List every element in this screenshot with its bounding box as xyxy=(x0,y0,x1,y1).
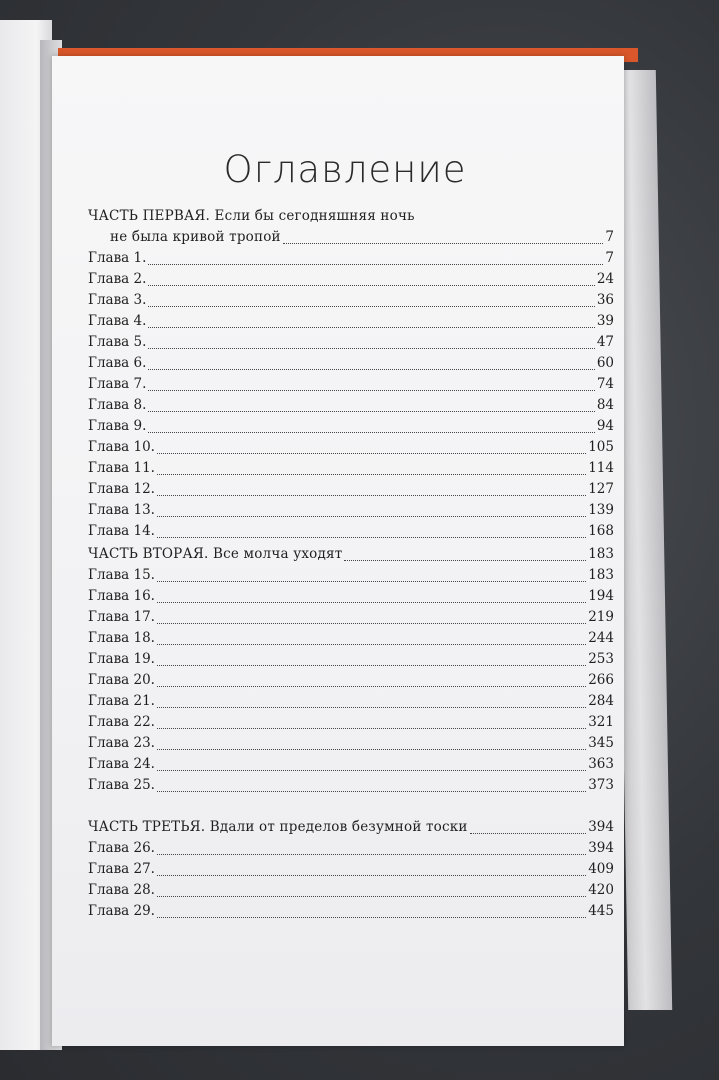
part-heading[interactable]: ЧАСТЬ ТРЕТЬЯ. Вдали от пределов безумной тоски 394 xyxy=(88,817,614,838)
toc-row[interactable]: Глава 29. 445 xyxy=(88,901,614,922)
page-number: 183 xyxy=(588,546,614,562)
dot-leader xyxy=(157,635,586,645)
dot-leader xyxy=(283,234,604,244)
toc-row[interactable]: Глава 10. 105 xyxy=(88,437,614,458)
toc-row[interactable]: Глава 23. 345 xyxy=(88,733,614,754)
page-number: 47 xyxy=(596,334,614,350)
page-number: 194 xyxy=(588,588,614,604)
dot-leader xyxy=(157,465,586,475)
toc-part-1 xyxy=(88,206,614,542)
toc-row[interactable]: Глава 3. 36 xyxy=(88,290,614,311)
dot-leader xyxy=(344,551,586,561)
page-number: 321 xyxy=(588,714,614,730)
dot-leader xyxy=(157,677,586,687)
page-number: 7 xyxy=(605,229,614,245)
toc-row[interactable]: Глава 15. 183 xyxy=(88,565,614,586)
dot-leader xyxy=(148,360,594,370)
toc-row[interactable]: Глава 13. 139 xyxy=(88,500,614,521)
page-number: 127 xyxy=(588,481,614,497)
page-number: 74 xyxy=(596,376,614,392)
dot-leader xyxy=(157,845,586,855)
page-title: Оглавление xyxy=(223,148,467,191)
page-number: 24 xyxy=(596,271,614,287)
page-number: 139 xyxy=(588,502,614,518)
page-number: 84 xyxy=(596,397,614,413)
dot-leader xyxy=(157,740,586,750)
dot-leader xyxy=(148,297,594,307)
page-number: 266 xyxy=(588,672,614,688)
dot-leader xyxy=(157,866,586,876)
page-number: 36 xyxy=(596,292,614,308)
page-number: 183 xyxy=(588,567,614,583)
toc-row[interactable]: Глава 22. 321 xyxy=(88,712,614,733)
page-number: 394 xyxy=(588,819,614,835)
dot-leader xyxy=(157,486,586,496)
page-number: 94 xyxy=(596,418,614,434)
toc-row[interactable]: Глава 4. 39 xyxy=(88,311,614,332)
dot-leader xyxy=(148,381,594,391)
page-number: 219 xyxy=(588,609,614,625)
toc-page xyxy=(52,56,624,1046)
toc-part-3 xyxy=(88,817,614,922)
page-number: 39 xyxy=(596,313,614,329)
dot-leader xyxy=(157,698,586,708)
dot-leader xyxy=(148,318,594,328)
toc-row[interactable]: Глава 18. 244 xyxy=(88,628,614,649)
dot-leader xyxy=(157,761,586,771)
page-number: 253 xyxy=(588,651,614,667)
page-number: 394 xyxy=(588,840,614,856)
toc-row[interactable]: Глава 16. 194 xyxy=(88,586,614,607)
toc-row[interactable]: Глава 7. 74 xyxy=(88,374,614,395)
toc-part-2 xyxy=(88,544,614,796)
toc-row[interactable]: Глава 9. 94 xyxy=(88,416,614,437)
part-heading-continued: не была кривой тропой 7 xyxy=(88,227,614,248)
toc-row[interactable]: Глава 24. 363 xyxy=(88,754,614,775)
toc-row[interactable]: Глава 25. 373 xyxy=(88,775,614,796)
dot-leader xyxy=(157,887,586,897)
dot-leader xyxy=(148,423,594,433)
dot-leader xyxy=(157,528,586,538)
dot-leader xyxy=(157,782,586,792)
dot-leader xyxy=(157,719,586,729)
dot-leader xyxy=(157,908,586,918)
toc-row[interactable]: Глава 20. 266 xyxy=(88,670,614,691)
toc-row[interactable]: Глава 12. 127 xyxy=(88,479,614,500)
page-number: 420 xyxy=(588,882,614,898)
toc-row[interactable]: Глава 11. 114 xyxy=(88,458,614,479)
dot-leader xyxy=(148,276,594,286)
page-number: 7 xyxy=(605,250,614,266)
dot-leader xyxy=(157,656,586,666)
toc-row[interactable]: Глава 14. 168 xyxy=(88,521,614,542)
dot-leader xyxy=(148,402,594,412)
dot-leader xyxy=(157,593,586,603)
part-heading: ЧАСТЬ ПЕРВАЯ. Если бы сегодняшняя ночь xyxy=(88,208,415,224)
dot-leader xyxy=(157,614,586,624)
dot-leader xyxy=(157,572,586,582)
dot-leader xyxy=(148,339,594,349)
toc-row[interactable]: Глава 26. 394 xyxy=(88,838,614,859)
toc-row[interactable]: Глава 5. 47 xyxy=(88,332,614,353)
page-number: 409 xyxy=(588,861,614,877)
page-number: 105 xyxy=(588,439,614,455)
toc-row[interactable]: Глава 8. 84 xyxy=(88,395,614,416)
page-number: 60 xyxy=(596,355,614,371)
toc-row[interactable]: Глава 21. 284 xyxy=(88,691,614,712)
page-number: 284 xyxy=(588,693,614,709)
page-number: 345 xyxy=(588,735,614,751)
dot-leader xyxy=(148,255,603,265)
dot-leader xyxy=(157,507,586,517)
page-number: 114 xyxy=(588,460,614,476)
page-number: 363 xyxy=(588,756,614,772)
part-heading[interactable]: ЧАСТЬ ВТОРАЯ. Все молча уходят 183 xyxy=(88,544,614,565)
page-number: 244 xyxy=(588,630,614,646)
dot-leader xyxy=(157,444,586,454)
dot-leader xyxy=(470,824,587,834)
toc-row[interactable]: Глава 6. 60 xyxy=(88,353,614,374)
toc-row[interactable]: Глава 1. 7 xyxy=(88,248,614,269)
toc-row[interactable]: Глава 28. 420 xyxy=(88,880,614,901)
page-number: 373 xyxy=(588,777,614,793)
page-number: 168 xyxy=(588,523,614,539)
toc-row[interactable]: Глава 19. 253 xyxy=(88,649,614,670)
page-number: 445 xyxy=(588,903,614,919)
toc-row[interactable]: Глава 27. 409 xyxy=(88,859,614,880)
toc-row[interactable]: Глава 17. 219 xyxy=(88,607,614,628)
toc-row[interactable]: Глава 2. 24 xyxy=(88,269,614,290)
